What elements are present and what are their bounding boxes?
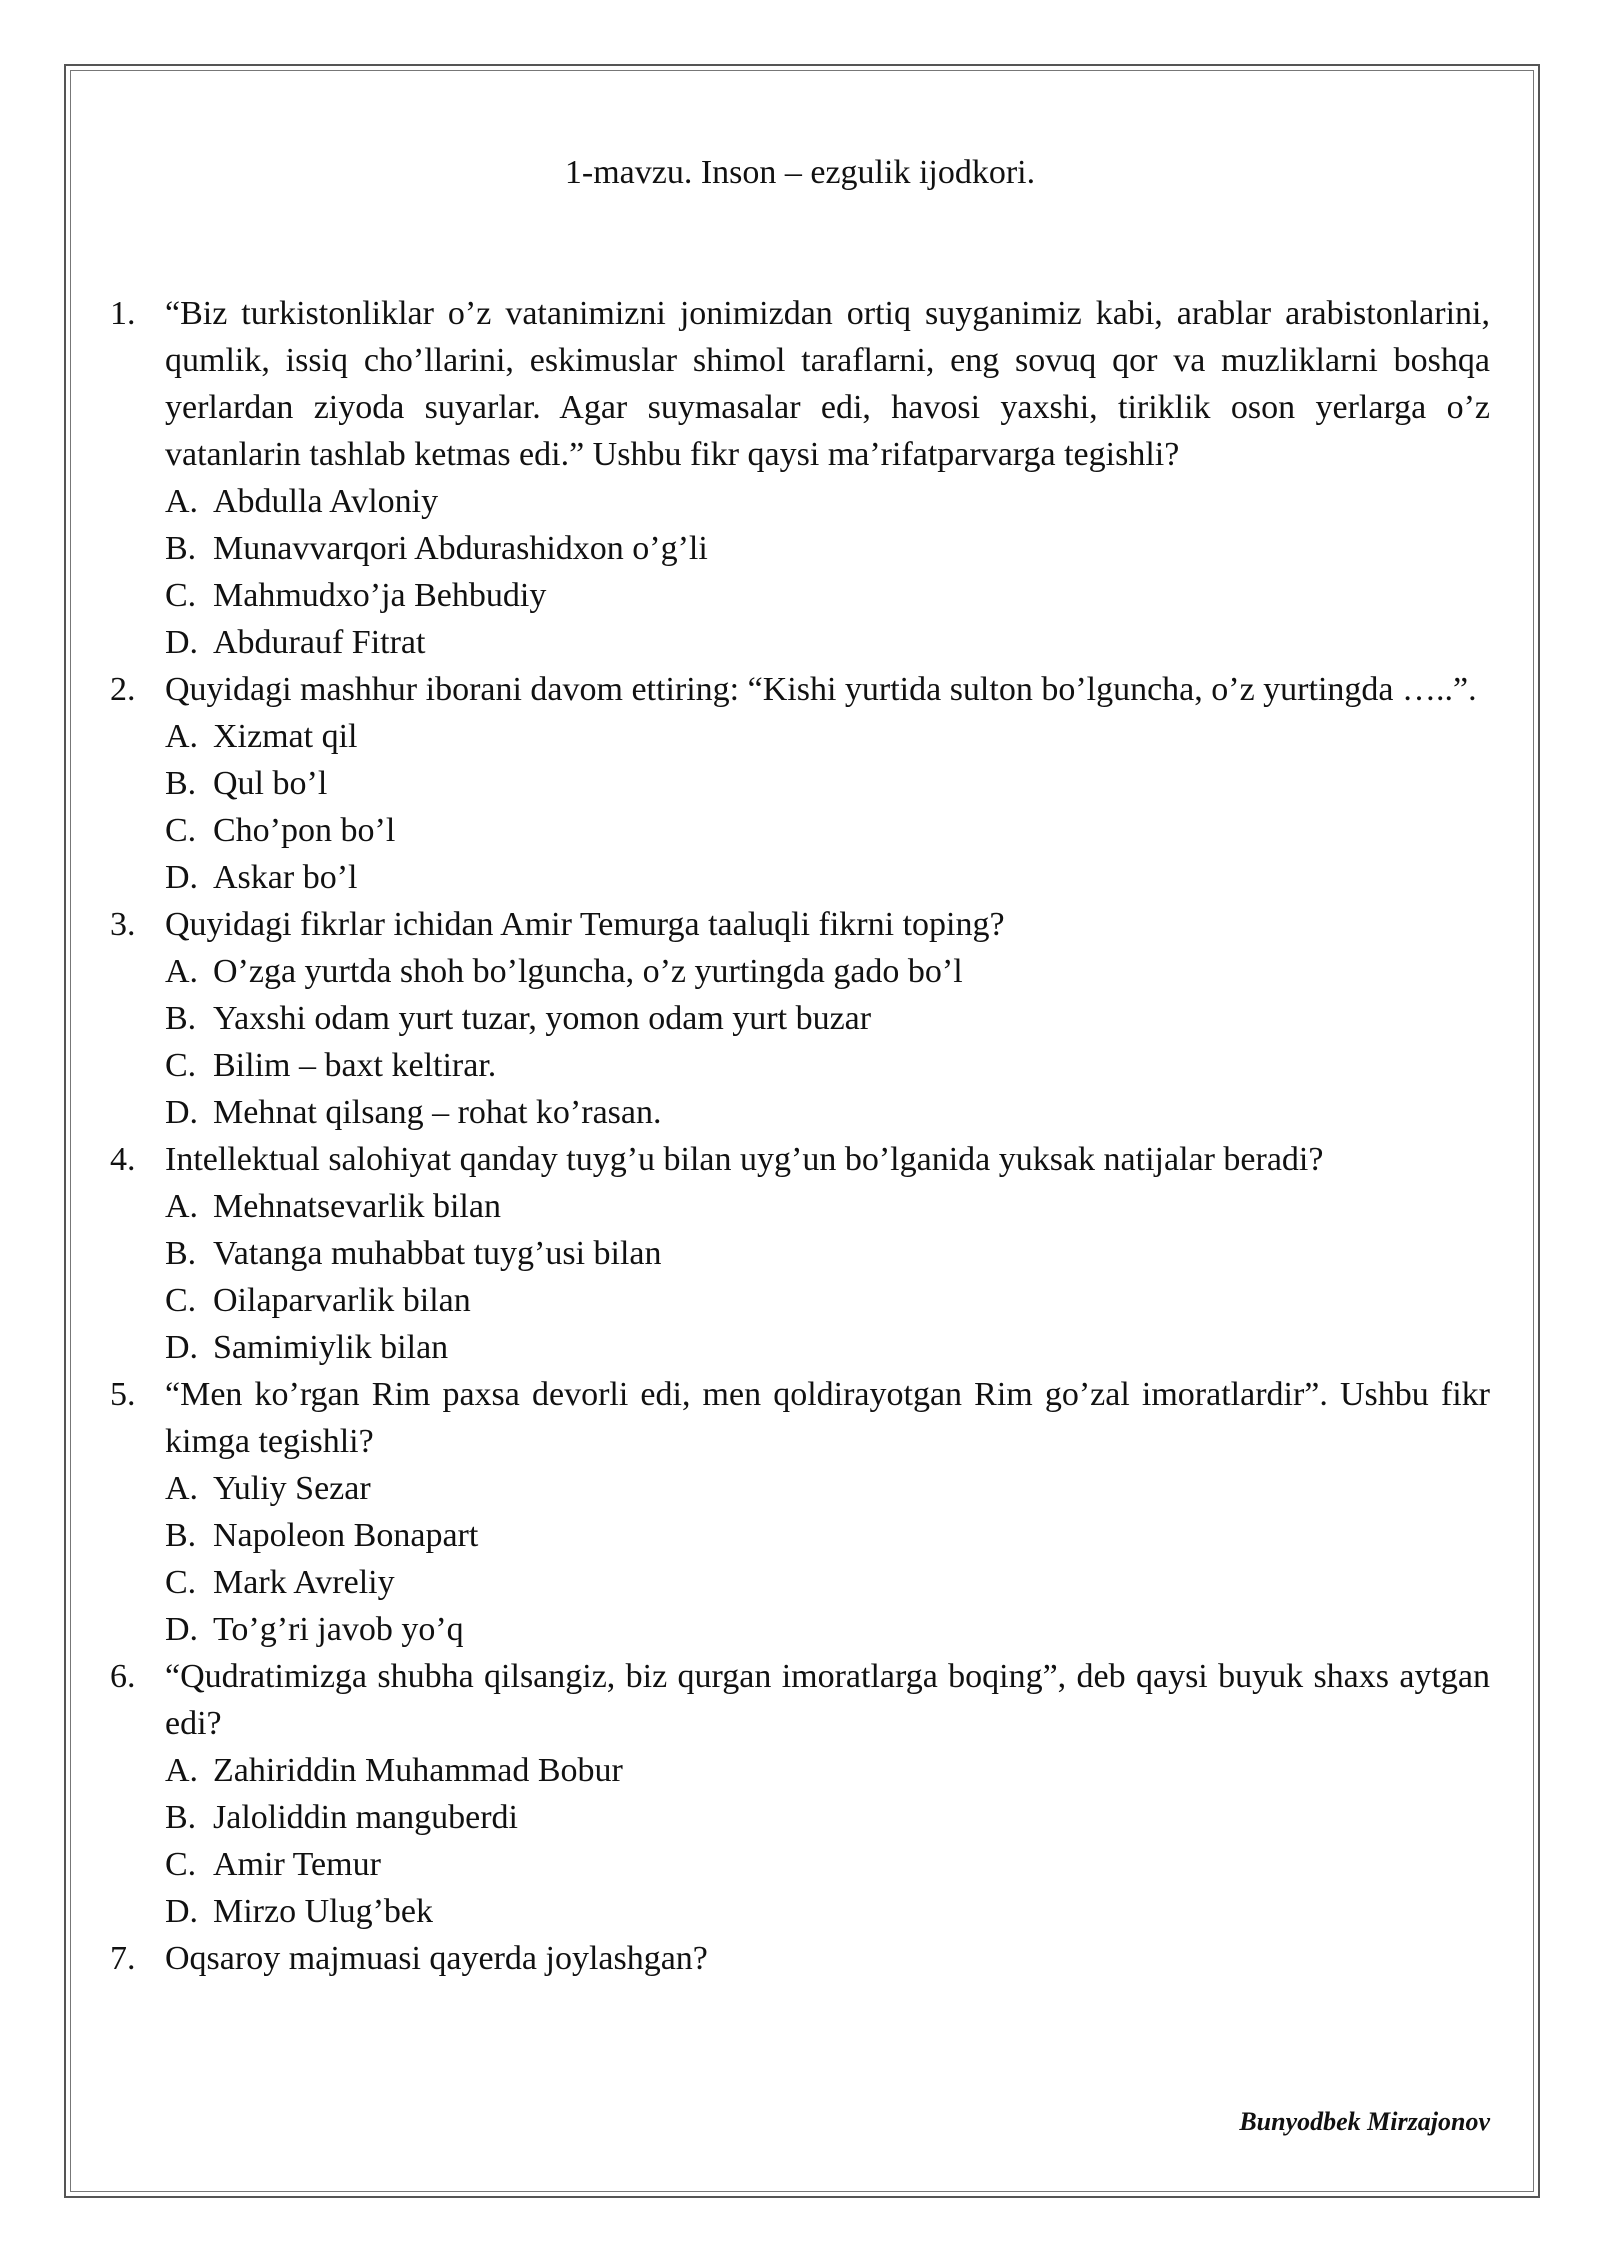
option-text: Munavvarqori Abdurashidxon o’g’li [213, 530, 708, 567]
question-text: Oqsaroy majmuasi qayerda joylashgan? [165, 1940, 708, 1977]
option-letter: D. [165, 859, 199, 896]
question-list [110, 290, 1490, 1982]
answer-option-a [165, 1183, 1490, 1230]
question-text: Quyidagi mashhur iborani davom ettiring: “Kishi yurtida sulton bo’lguncha, o’z yurtingda …..”. [165, 671, 1477, 708]
option-letter: C. [165, 812, 197, 849]
answer-option-c [165, 807, 1490, 854]
option-text: Bilim – baxt keltirar. [213, 1047, 497, 1084]
question-6 [110, 1653, 1490, 1935]
answer-option-c [165, 1559, 1490, 1606]
question-number: 1. [110, 295, 136, 332]
answer-option-d [165, 1324, 1490, 1371]
answer-options [165, 1183, 1490, 1371]
question-text: “Biz turkistonliklar o’z vatanimizni jonimizdan ortiq suyganimiz kabi, arablar arabistonlarini, qumlik, issiq cho’llarini, eskimuslar shimol taraflarni, eng sovuq qor va muzliklarni boshqa yerlardan ziyoda suyarlar. Agar suymasalar edi, havosi yaxshi, tiriklik oson yerlarga o’z vatanlarin tashlab ketmas edi.” Ushbu fikr qaysi ma’rifatparvarga tegishli? [165, 295, 1490, 473]
answer-option-c [165, 572, 1490, 619]
author-signature: Bunyodbek Mirzajonov [1239, 2107, 1490, 2136]
option-text: Yuliy Sezar [213, 1470, 371, 1507]
option-letter: C. [165, 1282, 197, 1319]
question-number: 7. [110, 1940, 136, 1977]
answer-option-d [165, 1089, 1490, 1136]
option-letter: A. [165, 718, 199, 755]
answer-option-a [165, 1747, 1490, 1794]
option-text: Samimiylik bilan [213, 1329, 449, 1366]
option-letter: A. [165, 1470, 199, 1507]
answer-option-b [165, 1230, 1490, 1277]
answer-option-c [165, 1042, 1490, 1089]
option-text: Abdurauf Fitrat [213, 624, 426, 661]
option-letter: B. [165, 1235, 197, 1272]
answer-option-a [165, 478, 1490, 525]
option-letter: B. [165, 530, 197, 567]
answer-option-c [165, 1277, 1490, 1324]
option-letter: A. [165, 953, 199, 990]
question-number: 4. [110, 1141, 136, 1178]
option-letter: C. [165, 1564, 197, 1601]
answer-option-b [165, 760, 1490, 807]
answer-option-b [165, 525, 1490, 572]
option-text: To’g’ri javob yo’q [213, 1611, 464, 1648]
answer-options [165, 713, 1490, 901]
question-text: “Qudratimizga shubha qilsangiz, biz qurgan imoratlarga boqing”, deb qaysi buyuk shaxs aytgan edi? [165, 1658, 1490, 1742]
answer-option-b [165, 995, 1490, 1042]
option-text: Mirzo Ulug’bek [213, 1893, 434, 1930]
option-letter: A. [165, 483, 199, 520]
answer-option-a [165, 1465, 1490, 1512]
option-text: Mahmudxo’ja Behbudiy [213, 577, 547, 614]
question-2 [110, 666, 1490, 901]
answer-option-c [165, 1841, 1490, 1888]
question-text: Quyidagi fikrlar ichidan Amir Temurga taaluqli fikrni toping? [165, 906, 1005, 943]
option-letter: D. [165, 1893, 199, 1930]
answer-option-b [165, 1794, 1490, 1841]
option-text: Xizmat qil [213, 718, 358, 755]
answer-option-d [165, 1606, 1490, 1653]
option-letter: B. [165, 1799, 197, 1836]
question-3 [110, 901, 1490, 1136]
option-letter: D. [165, 1329, 199, 1366]
page-title: 1-mavzu. Inson – ezgulik ijodkori. [564, 154, 1036, 191]
option-text: Cho’pon bo’l [213, 812, 396, 849]
answer-option-d [165, 619, 1490, 666]
answer-option-d [165, 854, 1490, 901]
question-7 [110, 1935, 1490, 1982]
question-text: Intellektual salohiyat qanday tuyg’u bilan uyg’un bo’lganida yuksak natijalar beradi? [165, 1141, 1324, 1178]
answer-options [165, 1747, 1490, 1935]
question-1 [110, 290, 1490, 666]
answer-option-d [165, 1888, 1490, 1935]
option-text: Vatanga muhabbat tuyg’usi bilan [213, 1235, 662, 1272]
option-text: Mehnat qilsang – rohat ko’rasan. [213, 1094, 662, 1131]
answer-options [165, 478, 1490, 666]
question-number: 6. [110, 1658, 136, 1695]
question-5 [110, 1371, 1490, 1653]
answer-option-a [165, 713, 1490, 760]
answer-options [165, 1465, 1490, 1653]
option-text: Zahiriddin Muhammad Bobur [213, 1752, 623, 1789]
option-letter: A. [165, 1752, 199, 1789]
option-text: Mehnatsevarlik bilan [213, 1188, 501, 1225]
option-text: Oilaparvarlik bilan [213, 1282, 471, 1319]
question-number: 2. [110, 671, 136, 708]
question-number: 3. [110, 906, 136, 943]
option-text: Mark Avreliy [213, 1564, 395, 1601]
answer-options [165, 948, 1490, 1136]
option-text: Qul bo’l [213, 765, 328, 802]
option-text: Abdulla Avloniy [213, 483, 439, 520]
option-text: Jaloliddin manguberdi [213, 1799, 519, 1836]
option-letter: D. [165, 1094, 199, 1131]
question-4 [110, 1136, 1490, 1371]
option-letter: C. [165, 1846, 197, 1883]
option-text: Askar bo’l [213, 859, 358, 896]
option-letter: B. [165, 765, 197, 802]
option-letter: B. [165, 1000, 197, 1037]
option-text: Amir Temur [213, 1846, 381, 1883]
answer-option-a [165, 948, 1490, 995]
question-number: 5. [110, 1376, 136, 1413]
answer-option-b [165, 1512, 1490, 1559]
option-text: Napoleon Bonapart [213, 1517, 479, 1554]
option-letter: A. [165, 1188, 199, 1225]
option-letter: C. [165, 1047, 197, 1084]
option-text: Yaxshi odam yurt tuzar, yomon odam yurt buzar [213, 1000, 872, 1037]
question-text: “Men ko’rgan Rim paxsa devorli edi, men qoldirayotgan Rim go’zal imoratlardir”. Ushbu fikr kimga tegishli? [165, 1376, 1490, 1460]
option-letter: B. [165, 1517, 197, 1554]
option-letter: D. [165, 624, 199, 661]
option-letter: C. [165, 577, 197, 614]
option-letter: D. [165, 1611, 199, 1648]
option-text: O’zga yurtda shoh bo’lguncha, o’z yurtingda gado bo’l [213, 953, 963, 990]
